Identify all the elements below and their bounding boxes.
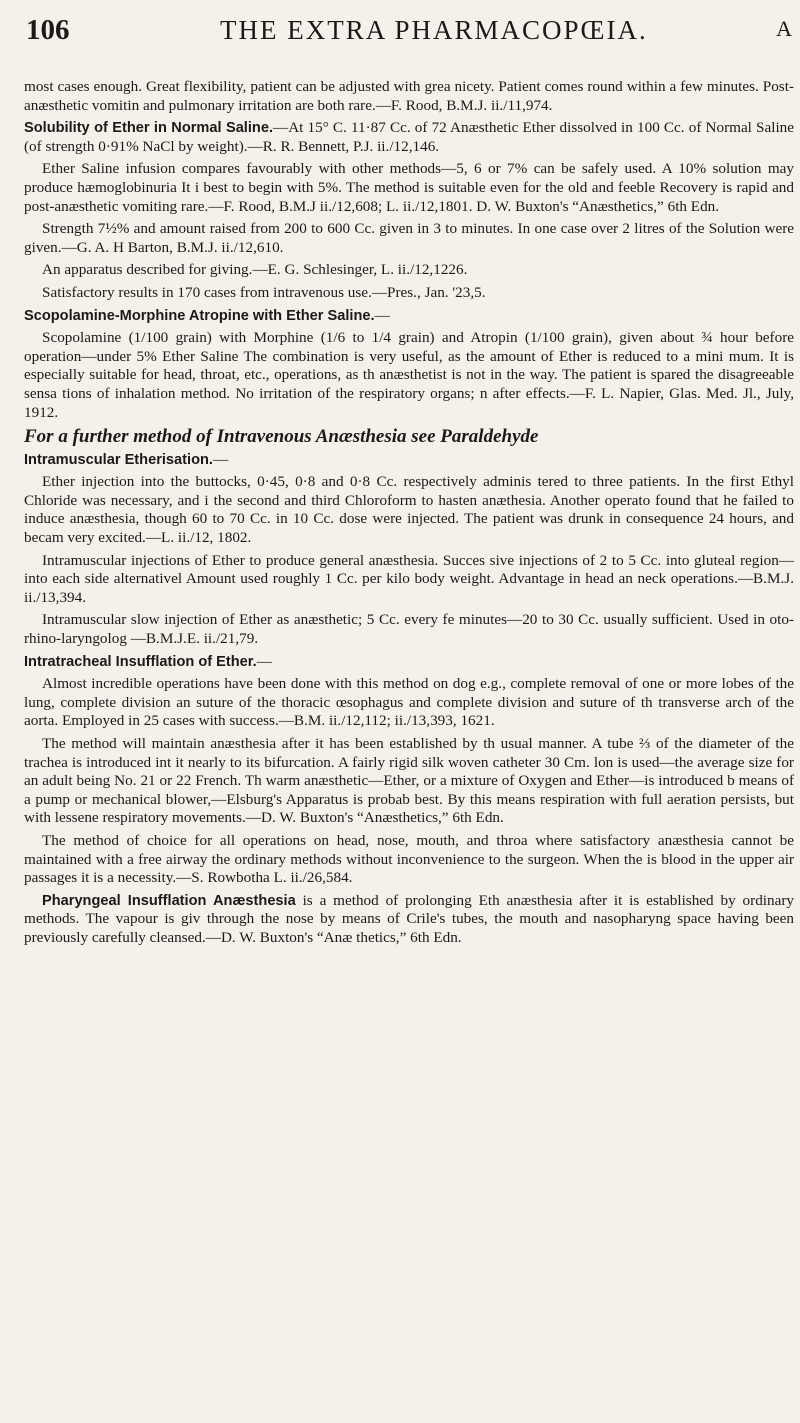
paragraph-text: — — [212, 450, 229, 468]
paragraph: Scopolamine (1/100 grain) with Morphine (1/6 to 1/4 grain) and Atropin (1/100 grain), given about ¾ hour before operation—under 5% Ether Saline The combination is very useful, as the amount of Ether is reduced to a mini mum. It is especially suitable for head, throat, etc., operations, as th anæsthetist is not in the way. The patient is spared the disagreeable sensa tions of inhalation method. No irritation of the respiratory organs; n after effects.—F. L. Napier, Glas. Med. Jl., July, 1912. — [24, 329, 794, 421]
paragraph: Intramuscular injections of Ether to produce general anæsthesia. Succes sive injections of 2 to 5 Cc. into gluteal region—into each side alternativel Amount used roughly 1 Cc. per kilo body weight. Advantage in head an neck operations.—B.M.J. ii./13,394. — [24, 551, 794, 606]
paragraph-text: — — [374, 306, 390, 324]
paragraph — [24, 119, 794, 156]
page-body — [24, 78, 794, 952]
paragraph: The method will maintain anæsthesia after it has been established by th usual manner. A tube ⅔ of the diameter of the trachea is introduced int it nearly to its bifurcation. A fairly rigid silk woven catheter 30 Cm. lon is used—the average size for an adult being No. 21 or 22 French. Th warm anæsthetic—Ether, or a mixture of Oxygen and Ether—is introduced b means of a pump or mechanical blower,—Elsburg's Apparatus is probab best. By this means respiration with full aeration persists, but with lessene respiratory movements.—D. W. Buxton's “Anæsthetics,” 6th Edn. — [24, 735, 794, 827]
paragraph — [24, 451, 794, 470]
paragraph: Satisfactory results in 170 cases from intravenous use.—Pres., Jan. '23,5. — [42, 283, 486, 301]
section-heading: Intramuscular Etherisation. — [24, 451, 213, 468]
cross-reference: For a further method of Intravenous Anæsthesia see Paraldehyde — [24, 426, 539, 448]
corner-mark: A — [776, 16, 792, 41]
section-heading: Scopolamine-Morphine Atropine with Ether Saline. — [24, 307, 375, 324]
paragraph — [24, 892, 794, 948]
paragraph: Ether Saline infusion compares favourably with other methods—5, 6 or 7% can be safely used. A 10% solution may produce hæmoglobinuria It i best to begin with 5%. The method is suitable even for the old and feeble Recovery is rapid and post-anæsthetic vomiting rare.—F. Rood, B.M.J ii./12,608; L. ii./12,1801. D. W. Buxton's “Anæsthetics,” 6th Edn. — [24, 160, 794, 215]
paragraph-text: is a method of prolonging Eth anæsthesia after it is established by ordinary methods. The vapour is giv through the nose by means of Crile's tubes, the mouth and nasopharyng space having been previously carefully cleansed.—D. W. Buxton's “Anæ thetics,” 6th Edn. — [24, 891, 794, 946]
paragraph: most cases enough. Great flexibility, patient can be adjusted with grea nicety. Patient comes round within a few minutes. Post-anæsthetic vomitin and pulmonary irritation are both rare.—F. Rood, B.M.J. ii./11,974. — [24, 78, 794, 114]
paragraph — [24, 653, 794, 672]
paragraph: Intramuscular slow injection of Ether as anæsthetic; 5 Cc. every fe minutes—20 to 30 Cc. usually sufficient. Used in oto-rhino-laryngolog —B.M.J.E. ii./21,79. — [24, 611, 794, 648]
paragraph: An apparatus described for giving.—E. G. Schlesinger, L. ii./12,1226. — [42, 261, 468, 279]
paragraph: Ether injection into the buttocks, 0·45, 0·8 and 0·8 Cc. respectively adminis tered to three patients. In the first Ethyl Chloride was necessary, and i the second and third Chloroform to hasten anæthesia. Another operato found that he failed to induce anæsthesia, though 60 to 70 Cc. in 10 Cc. dose were injected. The patient was drunk in consequence 24 hours, and becam very excited.—L. ii./12, 1802. — [24, 473, 794, 547]
paragraph — [24, 307, 794, 326]
paragraph: Almost incredible operations have been done with this method on dog e.g., complete removal of one or more lobes of the lung, complete division an suture of the thoracic œsophagus and complete division and suture of th transverse arch of the aorta. Employed in 25 cases with success.—B.M. ii./12,112; ii./13,393, 1621. — [24, 675, 794, 730]
running-title: THE EXTRA PHARMACOPŒIA. — [220, 15, 648, 45]
paragraph: Strength 7½% and amount raised from 200 to 600 Cc. given in 3 to minutes. In one case over 2 litres of the Solution were given.—G. A. H Barton, B.M.J. ii./12,610. — [24, 220, 794, 256]
page-header — [26, 14, 800, 54]
page-number: 106 — [26, 14, 70, 46]
section-heading: Intratracheal Insufflation of Ether. — [24, 653, 257, 670]
paragraph-text: —At 15° C. 11·87 Cc. of 72 Anæsthetic Ether dissolved in 100 Cc. of Normal Saline (of strength 0·91% NaCl by weight).—R. R. Bennett, P.J. ii./12,146. — [24, 119, 794, 155]
section-heading: Pharyngeal Insufflation Anæsthesia — [42, 892, 296, 909]
section-heading: Solubility of Ether in Normal Saline. — [24, 120, 274, 137]
paragraph-text: — — [256, 652, 272, 670]
paragraph: The method of choice for all operations on head, nose, mouth, and throa where satisfactory anæsthesia cannot be maintained with a free airway the ordinary methods without inconvenience to the surgeon. When the is blood in the upper air passages it is a necessity.—S. Rowbotha L. ii./26,584. — [24, 831, 794, 887]
